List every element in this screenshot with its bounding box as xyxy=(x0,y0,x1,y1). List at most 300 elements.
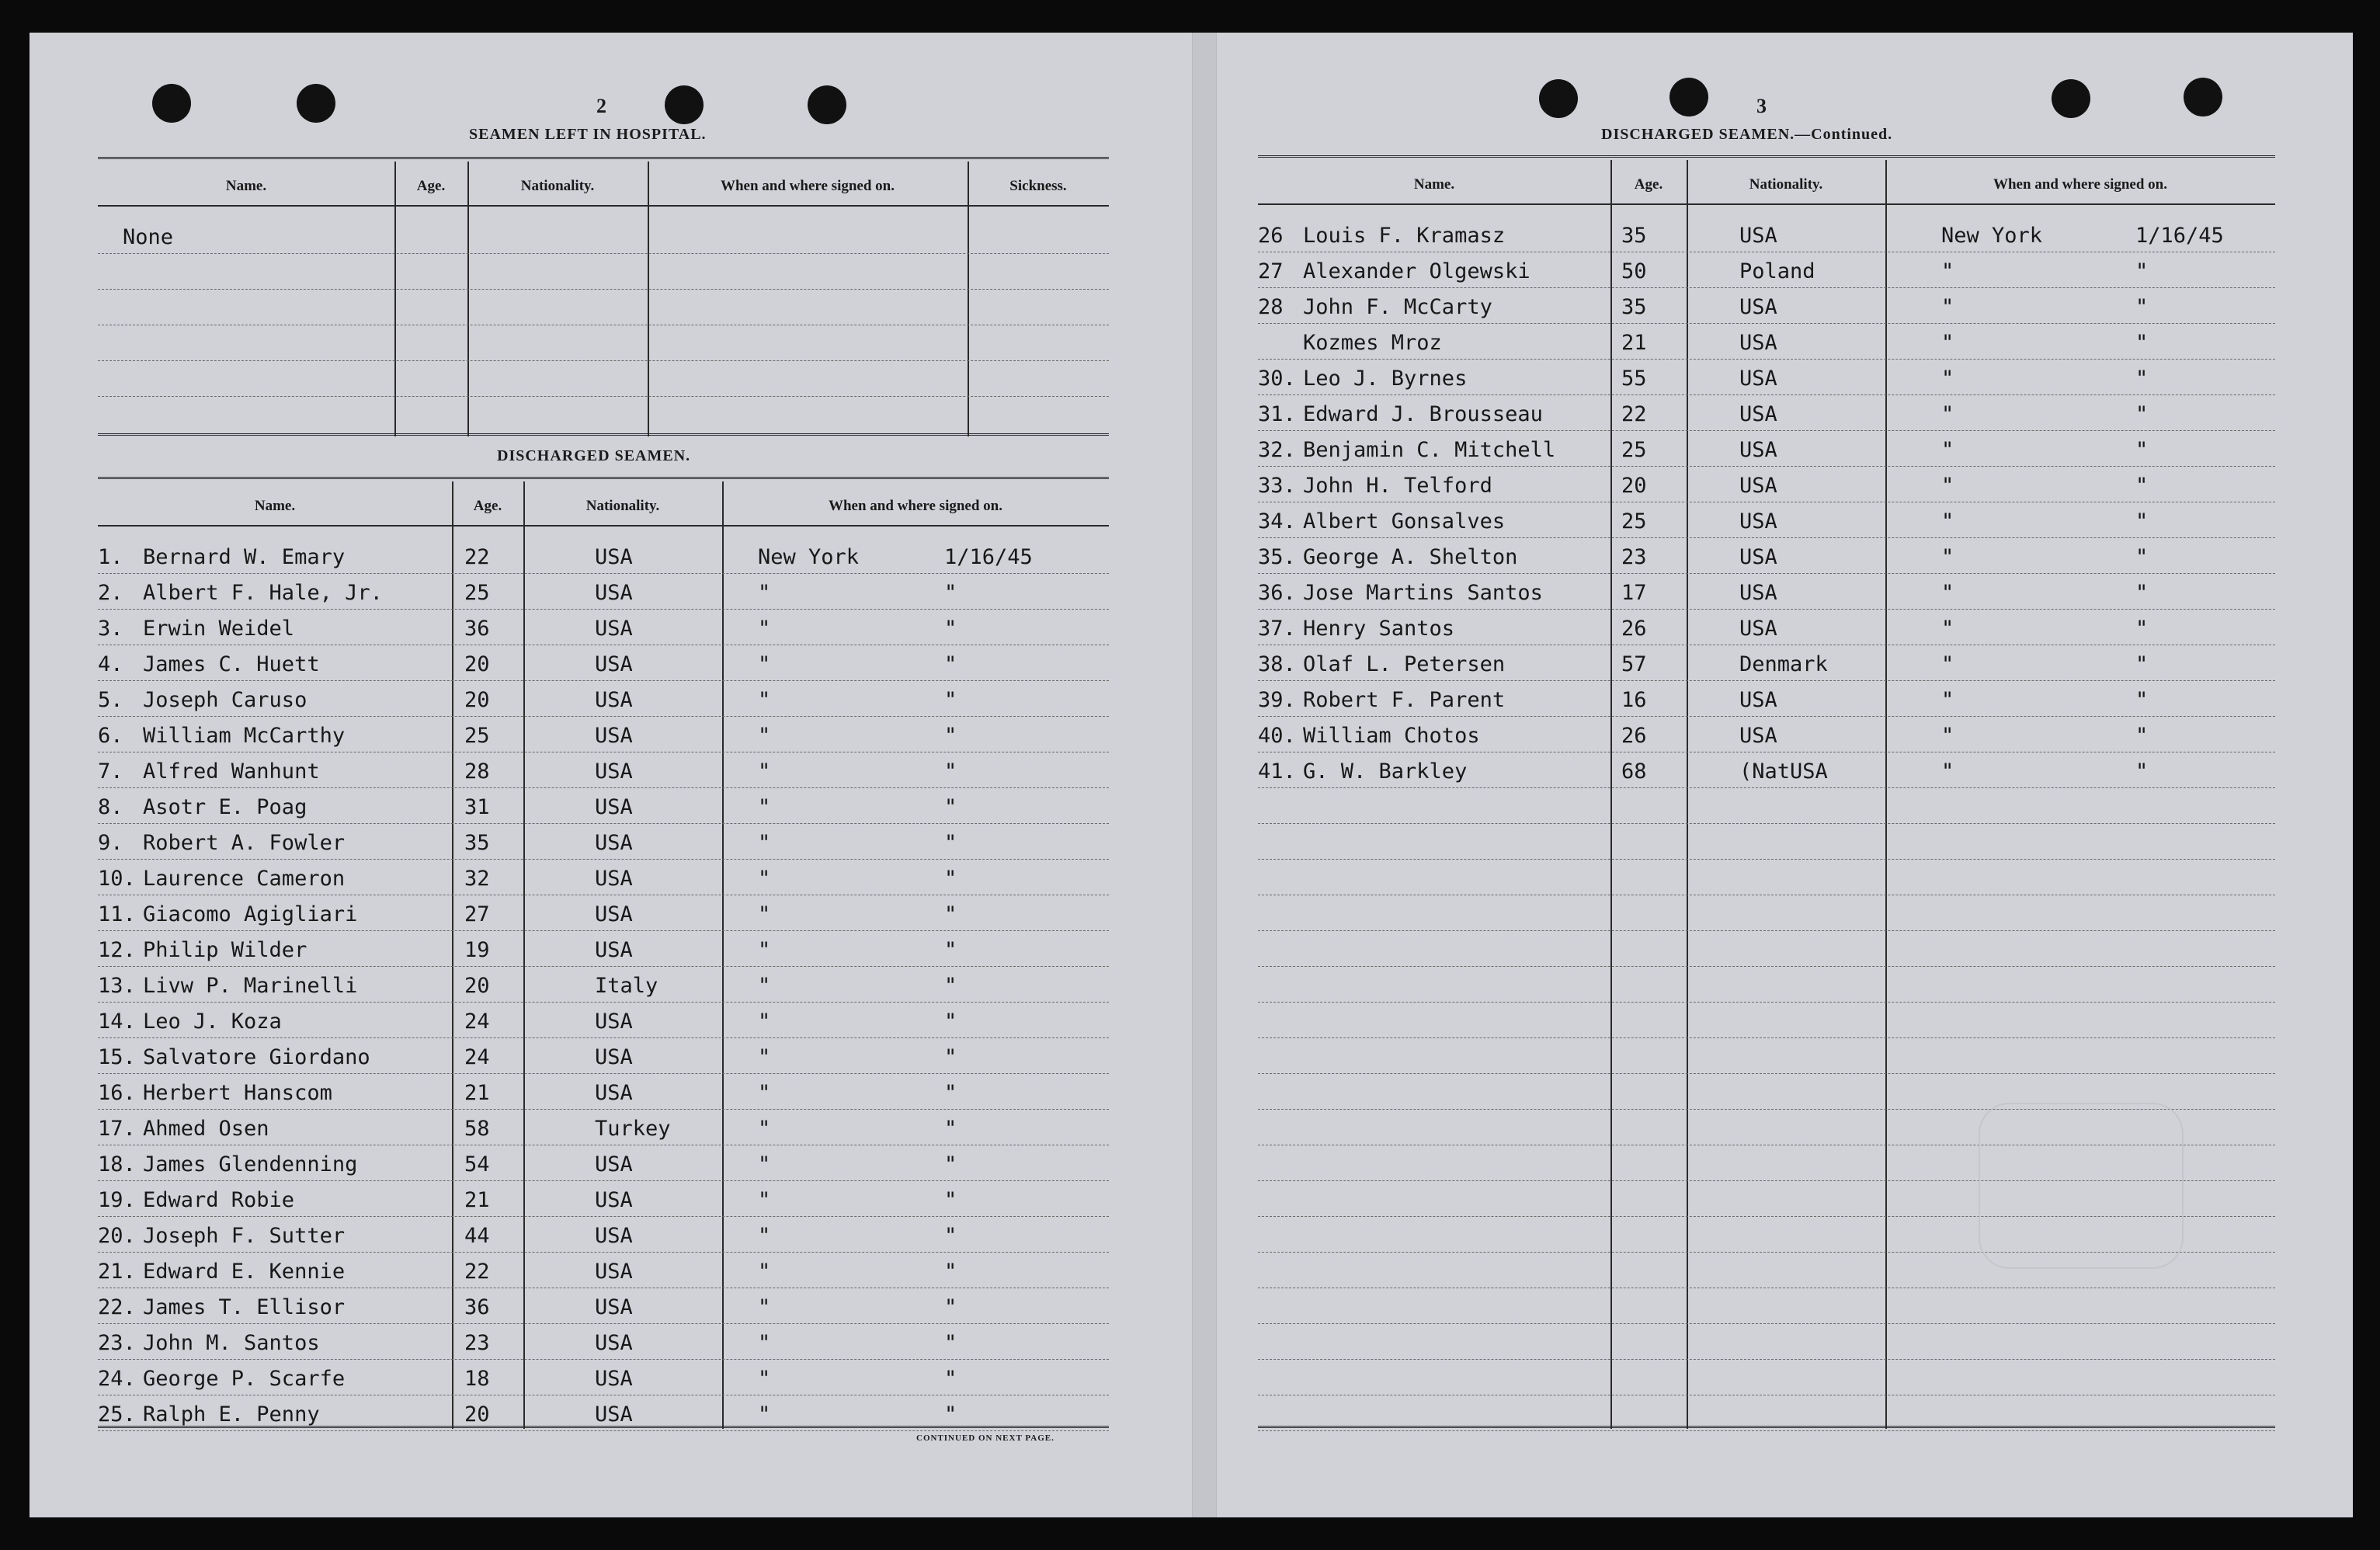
row-number-cell: 10. xyxy=(98,867,136,891)
row-line xyxy=(98,1252,1109,1253)
row-number-cell: 19. xyxy=(98,1188,136,1212)
signed-on-date-cell: " xyxy=(2135,259,2149,283)
column-header: Name. xyxy=(225,178,267,194)
age-cell: 27 xyxy=(464,902,490,926)
name-cell: Leo J. Koza xyxy=(143,1010,282,1034)
row-line xyxy=(1258,680,2275,681)
row-line xyxy=(98,1323,1109,1324)
signed-on-place-cell: " xyxy=(1941,367,1954,391)
age-cell: 32 xyxy=(464,867,490,891)
nationality-cell: USA xyxy=(595,1402,633,1427)
signed-on-place-cell: " xyxy=(1941,259,1954,283)
row-number-cell: 22. xyxy=(98,1295,136,1319)
nationality-cell: Denmark xyxy=(1739,652,1828,676)
row-number-cell: 39. xyxy=(1258,688,1296,712)
signed-on-date-cell: " xyxy=(2135,652,2149,676)
signed-on-date-cell: " xyxy=(944,1295,957,1319)
signed-on-place-cell: " xyxy=(758,1367,771,1391)
signed-on-date-cell: " xyxy=(2135,759,2149,784)
age-cell: 24 xyxy=(464,1010,490,1034)
page-number-left: 2 xyxy=(596,95,606,117)
age-cell: 21 xyxy=(1621,331,1647,355)
age-cell: 26 xyxy=(1621,617,1647,641)
table-bottom-rule xyxy=(98,1426,1109,1431)
age-cell: 20 xyxy=(464,652,490,676)
signed-on-place-cell: " xyxy=(1941,759,1954,784)
row-number-cell: 5. xyxy=(98,688,123,712)
signed-on-place-cell: " xyxy=(1941,652,1954,676)
punch-hole xyxy=(665,85,704,124)
row-line xyxy=(98,396,1109,397)
row-line xyxy=(1258,966,2275,967)
nationality-cell: USA xyxy=(1739,224,1777,248)
column-header: Nationality. xyxy=(1749,176,1823,193)
name-cell: Benjamin C. Mitchell xyxy=(1303,438,1556,462)
name-cell: Robert F. Parent xyxy=(1303,688,1506,712)
row-number-cell: 14. xyxy=(98,1010,136,1034)
signed-on-date-cell: " xyxy=(944,1045,957,1069)
punch-hole xyxy=(2184,78,2222,116)
age-cell: 35 xyxy=(1621,224,1647,248)
signed-on-date-cell: " xyxy=(944,1367,957,1391)
header-rule xyxy=(98,525,1109,527)
row-line xyxy=(1258,716,2275,717)
age-cell: 57 xyxy=(1621,652,1647,676)
row-line xyxy=(98,1073,1109,1074)
row-number-cell: 8. xyxy=(98,795,123,819)
continued-on-next-page: CONTINUED ON NEXT PAGE. xyxy=(916,1434,1054,1443)
table-top-rule xyxy=(98,477,1109,482)
page-number-right: 3 xyxy=(1756,95,1767,117)
row-number-cell: 41. xyxy=(1258,759,1296,784)
nationality-cell: USA xyxy=(1739,438,1777,462)
age-cell: 20 xyxy=(464,974,490,998)
signed-on-place-cell: " xyxy=(1941,581,1954,605)
signed-on-date-cell: " xyxy=(944,759,957,784)
punch-hole xyxy=(152,84,191,123)
column-header: Age. xyxy=(416,178,446,194)
signed-on-date-cell: " xyxy=(2135,688,2149,712)
signed-on-place-cell: " xyxy=(1941,331,1954,355)
signed-on-place-cell: " xyxy=(1941,688,1954,712)
row-line xyxy=(1258,1002,2275,1003)
name-cell: Joseph Caruso xyxy=(143,688,307,712)
age-cell: 25 xyxy=(464,724,490,748)
row-number-cell: 4. xyxy=(98,652,123,676)
name-cell: James C. Huett xyxy=(143,652,320,676)
punch-hole xyxy=(1669,78,1708,116)
signed-on-date-cell: " xyxy=(944,617,957,641)
name-cell: Ralph E. Penny xyxy=(143,1402,320,1427)
name-cell: Laurence Cameron xyxy=(143,867,346,891)
punch-hole xyxy=(808,85,846,124)
name-cell: Olaf L. Petersen xyxy=(1303,652,1506,676)
name-cell: Edward J. Brousseau xyxy=(1303,402,1543,426)
signed-on-place-cell: " xyxy=(758,1402,771,1427)
age-cell: 26 xyxy=(1621,724,1647,748)
age-cell: 22 xyxy=(464,1260,490,1284)
name-cell: Herbert Hanscom xyxy=(143,1081,332,1105)
nationality-cell: USA xyxy=(595,1081,633,1105)
signed-on-place-cell: " xyxy=(758,652,771,676)
signed-on-date-cell: " xyxy=(2135,724,2149,748)
row-number-cell: 21. xyxy=(98,1260,136,1284)
row-line xyxy=(1258,1359,2275,1360)
table-bottom-rule xyxy=(1258,1426,2275,1431)
row-line xyxy=(98,930,1109,931)
age-cell: 35 xyxy=(1621,295,1647,319)
name-cell: George A. Shelton xyxy=(1303,545,1518,569)
nationality-cell: USA xyxy=(595,724,633,748)
row-number-cell: 12. xyxy=(98,938,136,962)
row-line xyxy=(98,966,1109,967)
age-cell: 28 xyxy=(464,759,490,784)
row-number-cell: 11. xyxy=(98,902,136,926)
name-cell: Bernard W. Emary xyxy=(143,545,346,569)
discharged-table xyxy=(98,477,1109,1429)
age-cell: 50 xyxy=(1621,259,1647,283)
punch-hole xyxy=(1539,79,1578,118)
table-top-rule xyxy=(98,157,1109,162)
name-cell: Asotr E. Poag xyxy=(143,795,307,819)
signed-on-date-cell: " xyxy=(2135,509,2149,533)
signed-on-date-cell: " xyxy=(944,581,957,605)
row-number-cell: 25. xyxy=(98,1402,136,1427)
row-line xyxy=(98,859,1109,860)
name-cell: James Glendenning xyxy=(143,1152,358,1176)
column-divider xyxy=(452,481,453,1429)
row-line xyxy=(1258,1323,2275,1324)
nationality-cell: USA xyxy=(1739,724,1777,748)
signed-on-place-cell: " xyxy=(758,1295,771,1319)
name-cell: Henry Santos xyxy=(1303,617,1455,641)
name-cell: William McCarthy xyxy=(143,724,346,748)
age-cell: 55 xyxy=(1621,367,1647,391)
name-cell: Giacomo Agigliari xyxy=(143,902,358,926)
nationality-cell: USA xyxy=(595,1010,633,1034)
row-line xyxy=(1258,1037,2275,1038)
row-number-cell: 20. xyxy=(98,1224,136,1248)
nationality-cell: USA xyxy=(595,902,633,926)
row-line xyxy=(98,573,1109,574)
nationality-cell: USA xyxy=(1739,545,1777,569)
name-cell: William Chotos xyxy=(1303,724,1480,748)
row-line xyxy=(1258,537,2275,538)
signed-on-date-cell: " xyxy=(944,974,957,998)
column-header: Nationality. xyxy=(520,178,595,194)
name-cell: Albert Gonsalves xyxy=(1303,509,1506,533)
name-cell: Edward E. Kennie xyxy=(143,1260,346,1284)
signed-on-date-cell: 1/16/45 xyxy=(2135,224,2224,248)
signed-on-date-cell: " xyxy=(2135,474,2149,498)
nationality-cell: USA xyxy=(595,1152,633,1176)
name-cell: Erwin Weidel xyxy=(143,617,295,641)
nationality-cell: USA xyxy=(1739,581,1777,605)
row-line xyxy=(1258,287,2275,288)
signed-on-date-cell: " xyxy=(944,795,957,819)
signed-on-place-cell: New York xyxy=(1941,224,2043,248)
name-cell: John M. Santos xyxy=(143,1331,320,1355)
signed-on-place-cell: " xyxy=(758,581,771,605)
nationality-cell: Turkey xyxy=(595,1117,671,1141)
row-line xyxy=(98,1216,1109,1217)
nationality-cell: USA xyxy=(1739,474,1777,498)
signed-on-date-cell: 1/16/45 xyxy=(944,545,1033,569)
column-divider xyxy=(1885,160,1887,1429)
signed-on-date-cell: " xyxy=(2135,581,2149,605)
row-number-cell: 18. xyxy=(98,1152,136,1176)
signed-on-date-cell: " xyxy=(944,938,957,962)
age-cell: 35 xyxy=(464,831,490,855)
row-line xyxy=(1258,930,2275,931)
signed-on-place-cell: " xyxy=(758,938,771,962)
name-cell: John F. McCarty xyxy=(1303,295,1492,319)
row-number-cell: 30. xyxy=(1258,367,1296,391)
age-cell: 36 xyxy=(464,617,490,641)
row-line xyxy=(1258,859,2275,860)
column-header: When and where signed on. xyxy=(1993,176,2167,193)
nationality-cell: USA xyxy=(595,938,633,962)
signed-on-place-cell: " xyxy=(758,724,771,748)
row-line xyxy=(98,823,1109,824)
row-line xyxy=(1258,466,2275,467)
nationality-cell: USA xyxy=(595,867,633,891)
page-fold xyxy=(1192,33,1217,1517)
signed-on-place-cell: " xyxy=(758,1010,771,1034)
nationality-cell: USA xyxy=(1739,617,1777,641)
hospital-title: SEAMEN LEFT IN HOSPITAL. xyxy=(469,126,707,143)
row-number-cell: 16. xyxy=(98,1081,136,1105)
name-cell: Alexander Olgewski xyxy=(1303,259,1530,283)
column-header: Nationality. xyxy=(585,498,660,514)
signed-on-date-cell: " xyxy=(2135,402,2149,426)
name-cell: Joseph F. Sutter xyxy=(143,1224,346,1248)
signed-on-date-cell: " xyxy=(944,1331,957,1355)
row-number-cell: 38. xyxy=(1258,652,1296,676)
row-line xyxy=(1258,359,2275,360)
age-cell: 54 xyxy=(464,1152,490,1176)
age-cell: 23 xyxy=(1621,545,1647,569)
column-divider xyxy=(1610,160,1612,1429)
row-line xyxy=(98,289,1109,290)
age-cell: 19 xyxy=(464,938,490,962)
name-cell: Livw P. Marinelli xyxy=(143,974,358,998)
row-number-cell: 24. xyxy=(98,1367,136,1391)
column-header: When and where signed on. xyxy=(720,178,895,194)
age-cell: 20 xyxy=(464,688,490,712)
name-cell: George P. Scarfe xyxy=(143,1367,346,1391)
age-cell: 44 xyxy=(464,1224,490,1248)
signed-on-place-cell: " xyxy=(758,1188,771,1212)
signed-on-date-cell: " xyxy=(944,1402,957,1427)
row-line xyxy=(1258,823,2275,824)
signed-on-place-cell: " xyxy=(758,1081,771,1105)
row-number-cell: 32. xyxy=(1258,438,1296,462)
age-cell: 22 xyxy=(464,545,490,569)
signed-on-place-cell: " xyxy=(758,831,771,855)
nationality-cell: Poland xyxy=(1739,259,1815,283)
signed-on-place-cell: " xyxy=(1941,545,1954,569)
nationality-cell: USA xyxy=(595,759,633,784)
nationality-cell: USA xyxy=(1739,331,1777,355)
nationality-cell: (NatUSA xyxy=(1739,759,1828,784)
row-number-cell: 17. xyxy=(98,1117,136,1141)
signed-on-date-cell: " xyxy=(2135,331,2149,355)
punch-hole xyxy=(2052,79,2090,118)
signed-on-place-cell: " xyxy=(1941,402,1954,426)
signed-on-date-cell: " xyxy=(944,1010,957,1034)
signed-on-date-cell: " xyxy=(2135,617,2149,641)
signed-on-date-cell: " xyxy=(944,1224,957,1248)
signed-on-date-cell: " xyxy=(944,1188,957,1212)
column-header: Age. xyxy=(473,498,502,514)
age-cell: 16 xyxy=(1621,688,1647,712)
nationality-cell: USA xyxy=(595,1260,633,1284)
header-rule xyxy=(98,205,1109,207)
column-divider xyxy=(523,481,525,1429)
row-number-cell: 9. xyxy=(98,831,123,855)
name-cell: Salvatore Giordano xyxy=(143,1045,370,1069)
signed-on-date-cell: " xyxy=(944,1260,957,1284)
discharged-title: DISCHARGED SEAMEN. xyxy=(497,447,691,464)
row-number-cell: 34. xyxy=(1258,509,1296,533)
nationality-cell: USA xyxy=(1739,367,1777,391)
row-number-cell: 3. xyxy=(98,617,123,641)
row-line xyxy=(98,1002,1109,1003)
signed-on-place-cell: " xyxy=(758,617,771,641)
signed-on-date-cell: " xyxy=(944,1152,957,1176)
age-cell: 17 xyxy=(1621,581,1647,605)
row-number-cell: 27 xyxy=(1258,259,1284,283)
age-cell: 21 xyxy=(464,1081,490,1105)
age-cell: 22 xyxy=(1621,402,1647,426)
row-line xyxy=(1258,1073,2275,1074)
nationality-cell: USA xyxy=(595,795,633,819)
row-line xyxy=(98,1037,1109,1038)
age-cell: 20 xyxy=(1621,474,1647,498)
signed-on-date-cell: " xyxy=(944,1117,957,1141)
name-cell: Robert A. Fowler xyxy=(143,831,346,855)
row-line xyxy=(98,360,1109,361)
row-line xyxy=(98,680,1109,681)
row-line xyxy=(1258,394,2275,395)
name-cell: G. W. Barkley xyxy=(1303,759,1468,784)
row-number-cell: 28 xyxy=(1258,295,1284,319)
header-rule xyxy=(1258,203,2275,205)
signed-on-place-cell: " xyxy=(758,974,771,998)
table-top-rule xyxy=(1258,155,2275,161)
row-line xyxy=(98,787,1109,788)
row-number-cell: 15. xyxy=(98,1045,136,1069)
table-bottom-rule xyxy=(98,433,1109,439)
signed-on-place-cell: " xyxy=(758,1117,771,1141)
age-cell: 68 xyxy=(1621,759,1647,784)
signed-on-date-cell: " xyxy=(944,688,957,712)
nationality-cell: USA xyxy=(595,617,633,641)
column-header: Name. xyxy=(1413,176,1455,193)
signed-on-place-cell: " xyxy=(1941,474,1954,498)
row-number-cell: 33. xyxy=(1258,474,1296,498)
row-line xyxy=(1258,430,2275,431)
nationality-cell: USA xyxy=(1739,402,1777,426)
hospital-table xyxy=(98,157,1109,436)
name-cell: Jose Martins Santos xyxy=(1303,581,1543,605)
column-divider xyxy=(1687,160,1688,1429)
row-line xyxy=(98,1359,1109,1360)
age-cell: 31 xyxy=(464,795,490,819)
signed-on-date-cell: " xyxy=(944,867,957,891)
signed-on-date-cell: " xyxy=(944,652,957,676)
signed-on-place-cell: " xyxy=(1941,438,1954,462)
age-cell: 18 xyxy=(464,1367,490,1391)
nationality-cell: USA xyxy=(595,581,633,605)
signed-on-place-cell: " xyxy=(758,1224,771,1248)
age-cell: 58 xyxy=(464,1117,490,1141)
nationality-cell: USA xyxy=(595,1367,633,1391)
nationality-cell: USA xyxy=(595,1188,633,1212)
column-header: Sickness. xyxy=(1009,178,1067,194)
signed-on-date-cell: " xyxy=(944,724,957,748)
row-number-cell: 23. xyxy=(98,1331,136,1355)
signed-on-date-cell: " xyxy=(944,902,957,926)
nationality-cell: USA xyxy=(595,1224,633,1248)
signed-on-place-cell: " xyxy=(758,1045,771,1069)
nationality-cell: USA xyxy=(1739,295,1777,319)
nationality-cell: USA xyxy=(1739,509,1777,533)
row-number-cell: 31. xyxy=(1258,402,1296,426)
age-cell: 25 xyxy=(1621,509,1647,533)
signed-on-place-cell: " xyxy=(758,688,771,712)
name-cell: John H. Telford xyxy=(1303,474,1492,498)
row-number-cell: 2. xyxy=(98,581,123,605)
row-number-cell: 35. xyxy=(1258,545,1296,569)
column-header: Name. xyxy=(254,498,296,514)
signed-on-place-cell: " xyxy=(758,795,771,819)
nationality-cell: USA xyxy=(595,1331,633,1355)
signed-on-place-cell: " xyxy=(1941,724,1954,748)
age-cell: 25 xyxy=(1621,438,1647,462)
nationality-cell: USA xyxy=(595,831,633,855)
signed-on-place-cell: " xyxy=(758,1152,771,1176)
row-number-cell: 6. xyxy=(98,724,123,748)
signed-on-place-cell: " xyxy=(1941,295,1954,319)
signed-on-date-cell: " xyxy=(944,1081,957,1105)
continued-title: DISCHARGED SEAMEN.—Continued. xyxy=(1601,126,1893,143)
row-line xyxy=(1258,787,2275,788)
signed-on-date-cell: " xyxy=(2135,295,2149,319)
name-cell: Philip Wilder xyxy=(143,938,307,962)
signed-on-place-cell: New York xyxy=(758,545,860,569)
signed-on-place-cell: " xyxy=(1941,617,1954,641)
age-cell: 23 xyxy=(464,1331,490,1355)
signed-on-place-cell: " xyxy=(758,867,771,891)
row-number-cell: 36. xyxy=(1258,581,1296,605)
signed-on-date-cell: " xyxy=(2135,545,2149,569)
signed-on-place-cell: " xyxy=(758,1260,771,1284)
row-line xyxy=(98,1109,1109,1110)
row-number-cell: 13. xyxy=(98,974,136,998)
column-header: When and where signed on. xyxy=(828,498,1002,514)
name-cell: Albert F. Hale, Jr. xyxy=(143,581,383,605)
age-cell: 25 xyxy=(464,581,490,605)
name-cell: Alfred Wanhunt xyxy=(143,759,320,784)
column-header: Age. xyxy=(1634,176,1663,193)
nationality-cell: Italy xyxy=(595,974,658,998)
row-number-cell: 37. xyxy=(1258,617,1296,641)
row-line xyxy=(1258,573,2275,574)
row-number-cell: 7. xyxy=(98,759,123,784)
signed-on-place-cell: " xyxy=(1941,509,1954,533)
